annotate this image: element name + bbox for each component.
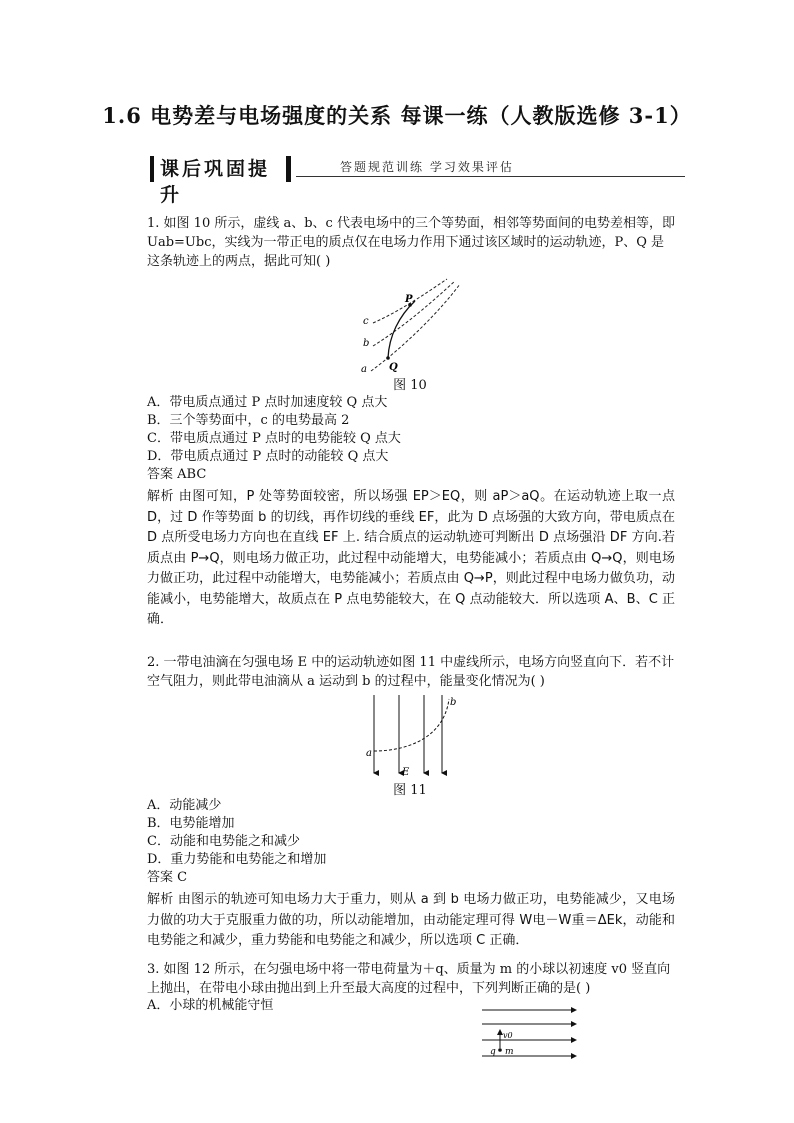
trajectory [388, 301, 415, 358]
section-banner [150, 156, 685, 206]
equipotential-b [373, 281, 455, 346]
page-title: 1.6 电势差与电场强度的关系 每课一练（人教版选修 3-1） [102, 103, 692, 128]
q2-answer: 答案 C [147, 870, 188, 885]
label-a: a [361, 364, 367, 375]
q3-option-a: A．小球的机械能守恒 [147, 998, 274, 1013]
q3-stem: 3. 如图 12 所示，在匀强电场中将一带电荷量为＋q、质量为 m 的小球以初速度 v0 竖直向上抛出，在带电小球由抛出到上升至最大高度的过程中，下列判断正确的是( ) [147, 962, 671, 996]
q1-stem: 1. 如图 10 所示，虚线 a、b、c 代表电场中的三个等势面，相邻等势面间的电势差相等，即 Uab=Ubc，实线为一带正电的质点仅在电场力作用下通过该区域时的运动轨迹，P、Q 是这条轨迹上的两点，据此可知( ) [147, 216, 675, 269]
label-p: P [405, 294, 413, 305]
label-m: m [505, 1047, 514, 1057]
figure-10-caption: 图 10 [393, 378, 427, 393]
q2-option-b: B．电势能增加 [147, 816, 235, 831]
q2-option-d: D．重力势能和电势能之和增加 [147, 852, 327, 867]
banner-divider [286, 156, 291, 182]
q2-option-c: C．动能和电势能之和减少 [147, 834, 300, 849]
label-a: a [366, 748, 372, 759]
label-q: Q [389, 362, 398, 373]
q1-option-b: B．三个等势面中，c 的电势最高 2 [147, 413, 350, 428]
label-q: q [490, 1047, 496, 1057]
q1-answer: 答案 ABC [147, 467, 207, 482]
figure-11-caption: 图 11 [393, 783, 427, 798]
label-c: c [363, 316, 369, 327]
q1-option-c: C．带电质点通过 P 点时的电势能较 Q 点大 [147, 431, 401, 446]
label-v0: v0 [503, 1031, 513, 1040]
q2-option-a: A．动能减少 [147, 798, 222, 813]
label-e: E [402, 767, 410, 778]
banner-label: 课后巩固提升 [150, 156, 288, 182]
charged-ball [498, 1048, 502, 1052]
q2-explanation: 解析 由图示的轨迹可知电场力大于重力，则从 a 到 b 电场力做正功，电势能减少，又电场力做的功大于克服重力做的功，所以动能增加，由动能定理可得 W电－W重＝ΔEk，动能和电势能之和减少，重力势能和电势能之和减少，所以选项 C 正确． [147, 892, 675, 948]
banner-rule [296, 176, 685, 177]
equipotential-a [371, 284, 460, 371]
point-q [386, 356, 390, 360]
oil-drop-path [374, 699, 449, 751]
figure-10 [355, 276, 465, 376]
figure-12 [478, 1000, 582, 1064]
q1-explanation: 解析 由图可知，P 处等势面较密，所以场强 EP＞EQ，则 aP＞aQ。在运动轨迹上取一点 D，过 D 作等势面 b 的切线，再作切线的垂线 EF，此为 D 点场强的大致方向，带电质点在 D 点所受电场力方向也在直线 EF 上. 结合质点的运动轨迹可判断出 D 点场强沿 DF 方向.若质点由 P→Q，则电场力做正功，此过程中动能增大，电势能减小；若质点由 Q→Q，则电场力做正功，此过程中动能增大，电势能减小；若质点由 Q→P，则此过程中电场力做负功，动能减小，电势能增大，故质点在 P 点电势能较大，在 Q 点动能较大．所以选项 A、B、C 正确． [147, 489, 675, 627]
q1-option-a: A．带电质点通过 P 点时加速度较 Q 点大 [147, 395, 388, 410]
banner-subtitle: 答题规范训练 学习效果评估 [340, 160, 514, 174]
label-b: b [363, 338, 370, 349]
figure-11 [362, 693, 462, 779]
label-b: b [450, 697, 457, 708]
q1-option-d: D．带电质点通过 P 点时的动能较 Q 点大 [147, 449, 389, 464]
q2-stem: 2. 一带电油滴在匀强电场 E 中的运动轨迹如图 11 中虚线所示，电场方向竖直向下．若不计空气阻力，则此带电油滴从 a 运动到 b 的过程中，能量变化情况为( ) [147, 655, 675, 689]
